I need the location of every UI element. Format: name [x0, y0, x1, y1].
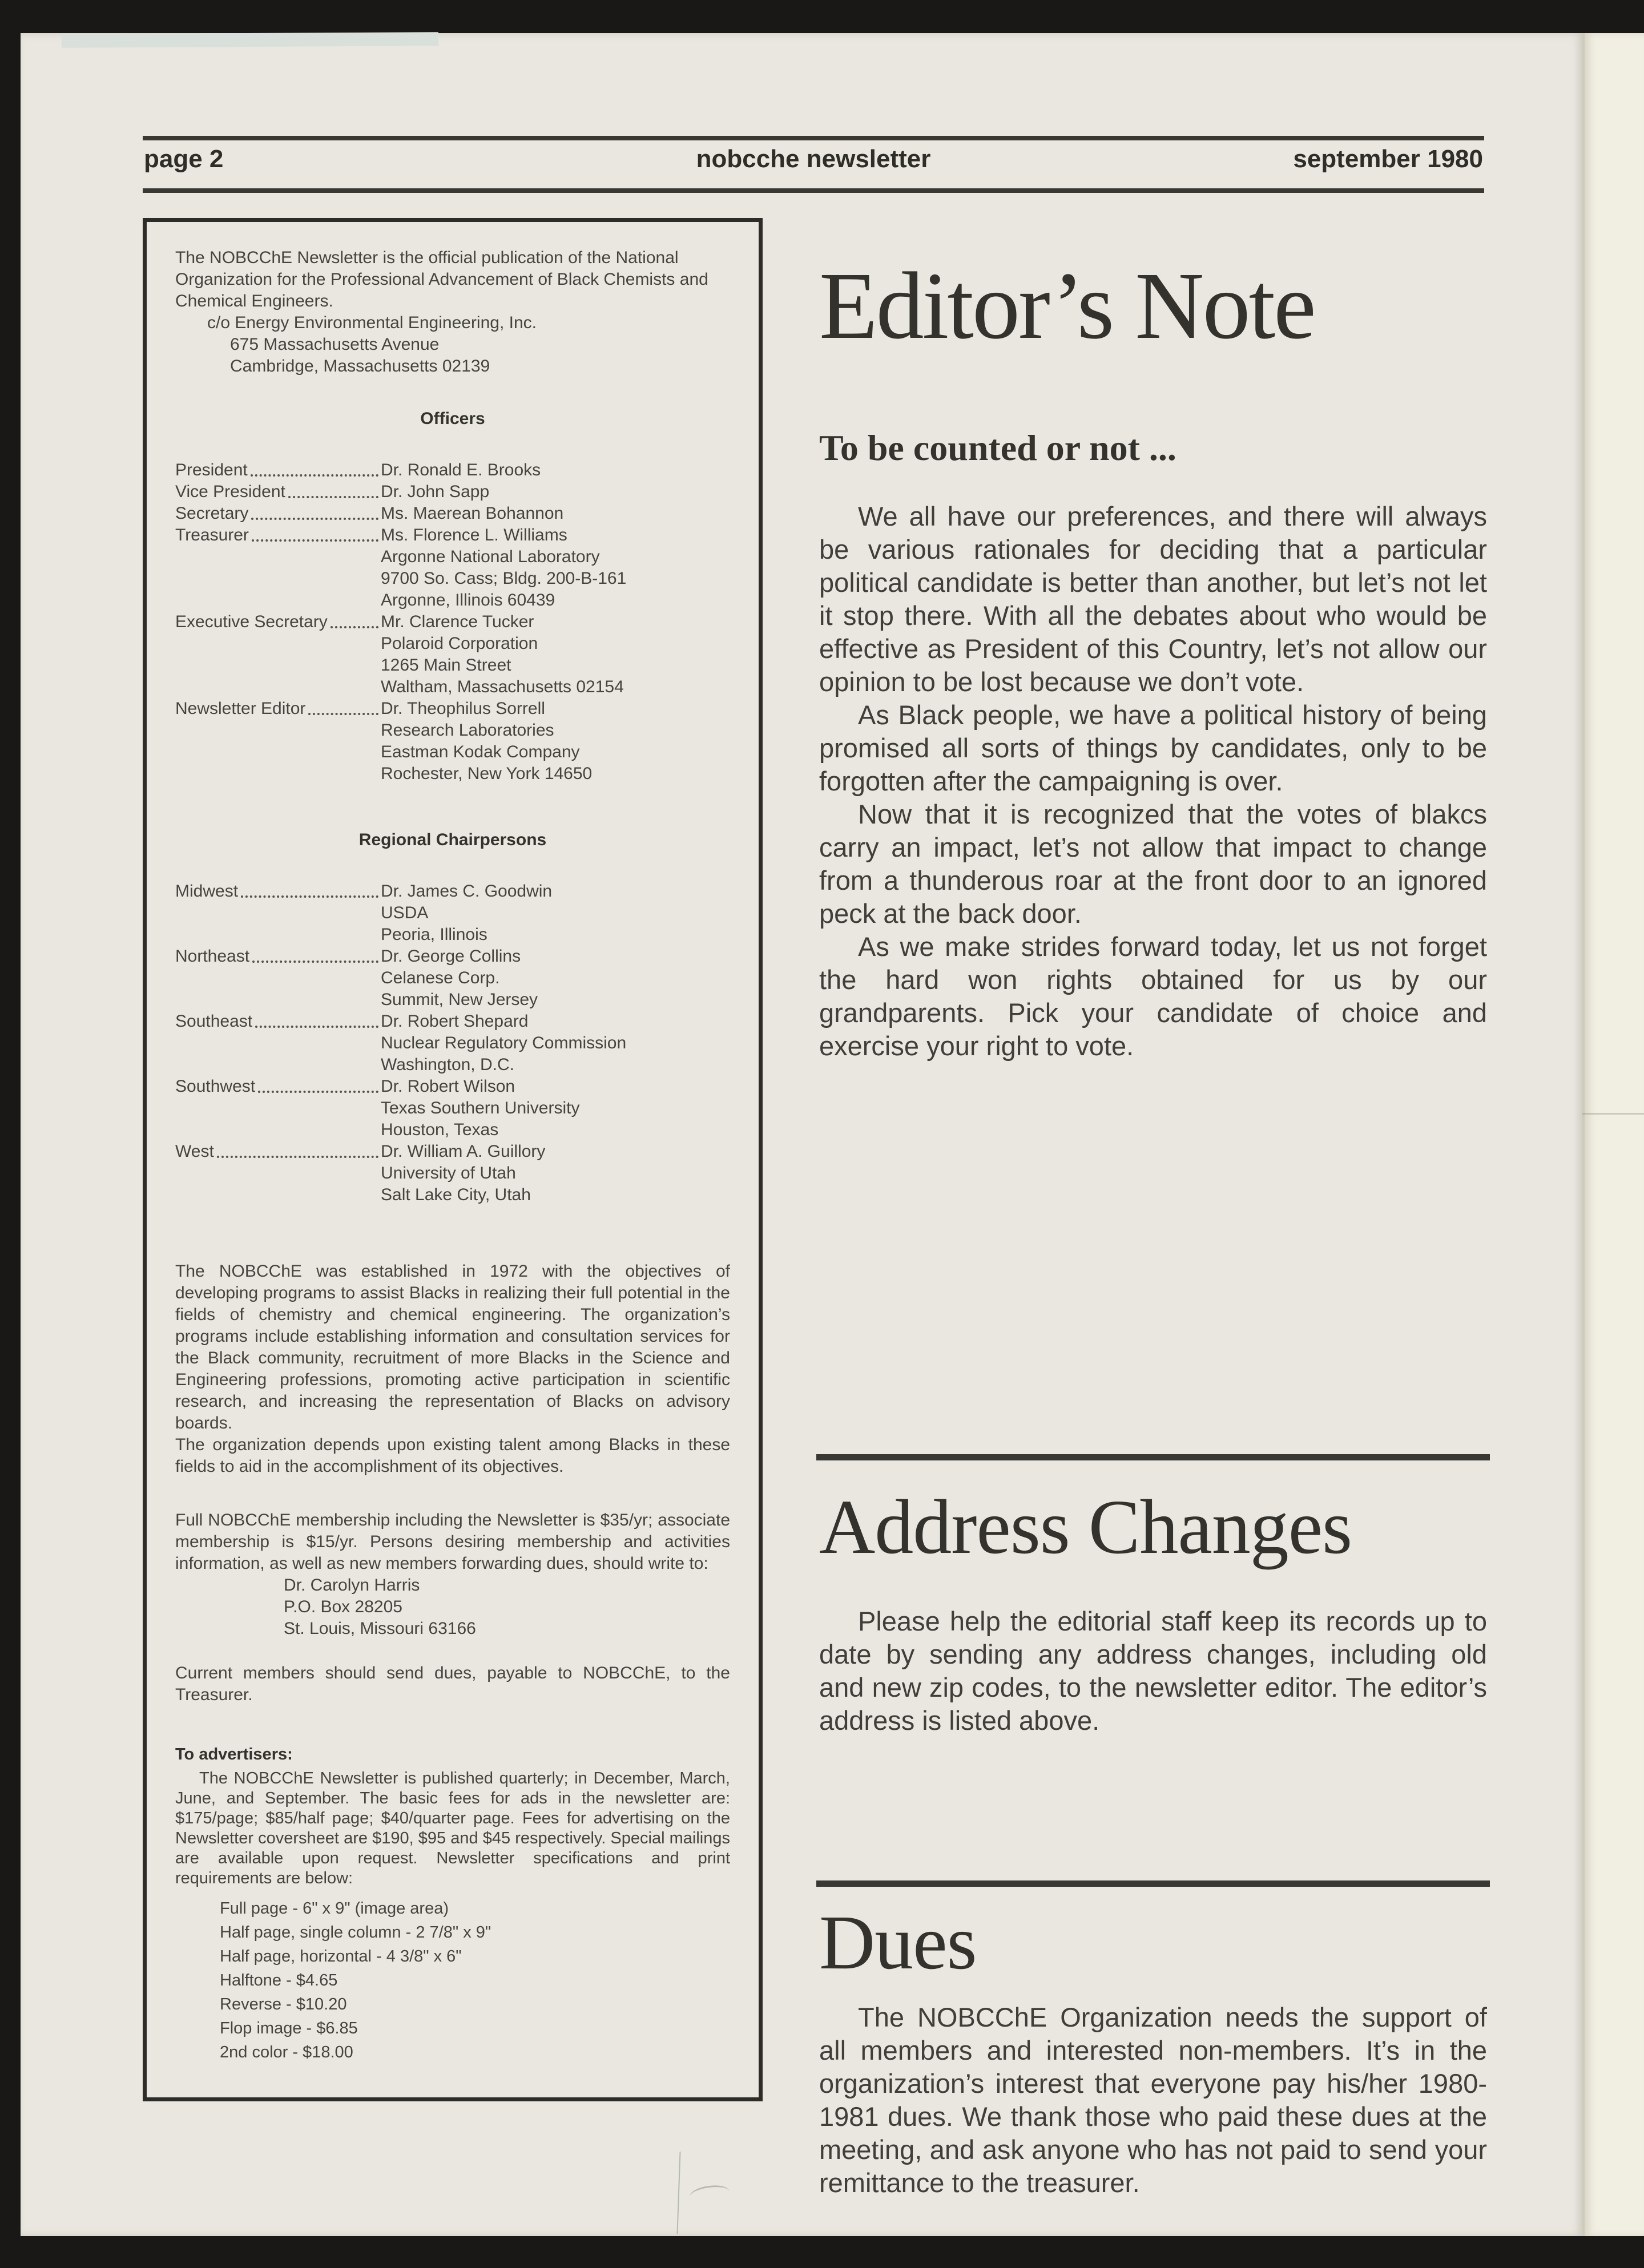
region-name: Southeast — [175, 1012, 253, 1031]
body-paragraph: Please help the editorial staff keep its records up to date by sending any address changes, including old and new zip codes, to the newsletter editor. The editor’s address is listed above. — [819, 1606, 1487, 1736]
regional-row — [175, 1141, 730, 1163]
officer-role: Treasurer — [175, 526, 249, 544]
chairperson-affiliation: Salt Lake City, Utah — [381, 1185, 531, 1204]
chairperson-affiliation: Nuclear Regulatory Commission — [381, 1034, 627, 1052]
header-rule-top — [143, 136, 1484, 140]
dot-leader — [288, 496, 378, 498]
ad-spec-item: 2nd color - $18.00 — [220, 2043, 353, 2061]
regional-row — [175, 1076, 730, 1097]
officer-name: Dr. Ronald E. Brooks — [381, 461, 541, 479]
officer-role: Newsletter Editor — [175, 699, 306, 718]
chairperson-name: Dr. George Collins — [381, 947, 521, 966]
region-name: Northeast — [175, 947, 250, 966]
dot-leader — [308, 713, 378, 715]
address-changes-body — [819, 1605, 1487, 1737]
dues-note: Current members should send dues, payable to NOBCChE, to the Treasurer. — [175, 1664, 730, 1704]
header-rule-bottom — [143, 188, 1484, 193]
officer-affiliation: 1265 Main Street — [381, 656, 511, 675]
about-organization-paragraph: The organization depends upon existing talent among Blacks in these fields to aid in the accomplishment of its objectives. — [175, 1435, 730, 1476]
membership-contact-line: Dr. Carolyn Harris — [284, 1576, 420, 1595]
officer-row — [175, 524, 730, 546]
officer-row — [175, 503, 730, 524]
officer-name: Ms. Maerean Bohannon — [381, 504, 564, 523]
section-rule — [816, 1880, 1490, 1887]
officer-affiliation: Eastman Kodak Company — [381, 742, 580, 761]
dot-leader — [252, 961, 378, 963]
adjacent-page-edge — [1582, 33, 1644, 2236]
editors-note-body — [819, 500, 1487, 1063]
membership-contact-line: P.O. Box 28205 — [284, 1597, 402, 1616]
officer-name: Dr. Theophilus Sorrell — [381, 699, 545, 718]
dot-leader — [252, 539, 378, 542]
newsletter-title: nobcche newsletter — [696, 145, 931, 173]
officer-affiliation: Polaroid Corporation — [381, 634, 538, 653]
chairperson-affiliation: Washington, D.C. — [381, 1055, 514, 1074]
chairperson-affiliation: Texas Southern University — [381, 1099, 580, 1117]
page-header — [143, 145, 1484, 183]
region-name: Southwest — [175, 1077, 256, 1096]
officer-affiliation: 9700 So. Cass; Bldg. 200-B-161 — [381, 569, 627, 588]
body-paragraph: As we make strides forward today, let us not forget the hard won rights obtained for us by our grandparents. Pick your candidate of choice and exercise your right to vote. — [819, 931, 1487, 1061]
chairperson-affiliation: Houston, Texas — [381, 1120, 499, 1139]
dues-headline: Dues — [819, 1900, 977, 1985]
ad-spec-item: Half page, single column - 2 7/8" x 9" — [220, 1923, 491, 1942]
body-paragraph: We all have our preferences, and there will always be various rationales for deciding that a particular political candidate is better than another, but let’s not let it stop there. With all the debates about who would be effective as President of this Country, let’s not allow our opinion to be lost because we don’t vote. — [819, 501, 1487, 697]
dot-leader — [331, 626, 378, 628]
officer-name: Mr. Clarence Tucker — [381, 612, 534, 631]
chairperson-affiliation: Peoria, Illinois — [381, 925, 487, 944]
membership-paragraph: Full NOBCChE membership including the Newsletter is $35/yr; associate membership is $15/yr. Persons desiring membership and activities information, as well as new members forwarding dues, should write to: — [175, 1511, 730, 1573]
masthead-address-line: 675 Massachusetts Avenue — [230, 335, 440, 354]
officer-role: Vice President — [175, 482, 285, 501]
officer-affiliation: Argonne National Laboratory — [381, 547, 600, 566]
masthead-care-of: c/o Energy Environmental Engineering, Inc. — [207, 313, 537, 332]
officer-affiliation: Rochester, New York 14650 — [381, 764, 593, 783]
chairperson-name: Dr. James C. Goodwin — [381, 882, 553, 901]
officer-row — [175, 481, 730, 503]
page-number: page 2 — [144, 145, 224, 173]
regional-heading: Regional Chairpersons — [358, 830, 547, 849]
officer-affiliation: Argonne, Illinois 60439 — [381, 591, 555, 610]
body-paragraph: Now that it is recognized that the votes of blakcs carry an impact, let’s not allow that impact to change from a thunderous roar at the front door to an ignored peck at the back door. — [819, 799, 1487, 929]
masthead-about: The NOBCChE Newsletter is the official publication of the National Organization for the Professional Advancement of Black Chemists and Chemical Engineers. — [175, 248, 708, 310]
ad-spec-item: Flop image - $6.85 — [220, 2019, 358, 2037]
ad-spec-item: Half page, horizontal - 4 3/8" x 6" — [220, 1947, 462, 1966]
regional-row — [175, 1011, 730, 1032]
dot-leader — [251, 518, 378, 520]
chairperson-affiliation: University of Utah — [381, 1164, 516, 1183]
body-paragraph: As Black people, we have a political history of being promised all sorts of things by candidates, only to be forgotten after the campaigning is over. — [819, 700, 1487, 796]
officer-affiliation: Waltham, Massachusetts 02154 — [381, 677, 624, 696]
dues-body — [819, 2001, 1487, 2200]
body-paragraph: The NOBCChE Organization needs the support of all members and interested non-members. It’s in the organization’s interest that everyone pay his/her 1980-1981 dues. We thank those who paid these dues at the meeting, and ask anyone who has not paid to send your remittance to the treasurer. — [819, 2002, 1487, 2198]
chairperson-affiliation: Celanese Corp. — [381, 968, 500, 987]
chairperson-name: Dr. Robert Shepard — [381, 1012, 529, 1031]
chairperson-affiliation: Summit, New Jersey — [381, 990, 538, 1009]
officer-name: Ms. Florence L. Williams — [381, 526, 567, 544]
dot-leader — [258, 1091, 378, 1093]
address-changes-headline: Address Changes — [819, 1484, 1352, 1570]
paper-tear-mark — [674, 2152, 736, 2234]
dot-leader — [251, 474, 378, 477]
regional-row — [175, 946, 730, 967]
dot-leader — [241, 895, 378, 898]
officer-row — [175, 611, 730, 633]
masthead-address-line: Cambridge, Massachusetts 02139 — [230, 357, 490, 376]
regional-row — [175, 881, 730, 902]
chairperson-name: Dr. Robert Wilson — [381, 1077, 515, 1096]
officers-heading: Officers — [420, 409, 485, 428]
region-name: Midwest — [175, 882, 239, 901]
issue-date: september 1980 — [1293, 145, 1483, 173]
advertisers-paragraph: The NOBCChE Newsletter is published quarterly; in December, March, June, and September. The basic fees for ads in the newsletter are: $175/page; $85/half page; $40/quarter page. Fees for advertising on the Newsletter coversheet are $190, $95 and $45 respectively. Special mailings are available upon request. Newsletter specifications and print requirements are below: — [175, 1769, 730, 1887]
chairperson-affiliation: USDA — [381, 903, 429, 922]
advertisers-heading: To advertisers: — [175, 1745, 293, 1763]
officer-role: Executive Secretary — [175, 612, 328, 631]
officer-row — [175, 459, 730, 481]
editors-note-headline: Editor’s Note — [819, 253, 1315, 359]
region-name: West — [175, 1142, 214, 1161]
masthead-box — [143, 218, 763, 2101]
dot-leader — [255, 1026, 378, 1028]
membership-contact-line: St. Louis, Missouri 63166 — [284, 1619, 476, 1638]
about-organization-paragraph: The NOBCChE was established in 1972 with the objectives of developing programs to assist Blacks in realizing their full potential in the fields of chemistry and chemical engineering. The organization’s programs include establishing information and consultation services for the Black community, recruitment of more Blacks in the Science and Engineering professions, promoting active participation in scientific research, and increasing the representation of Blacks on advisory boards. — [175, 1262, 730, 1432]
ad-spec-item: Halftone - $4.65 — [220, 1971, 338, 1989]
officer-name: Dr. John Sapp — [381, 482, 490, 501]
ad-spec-item: Full page - 6" x 9" (image area) — [220, 1899, 449, 1918]
officer-affiliation: Research Laboratories — [381, 721, 554, 740]
officer-role: Secretary — [175, 504, 249, 523]
editors-note-subhead: To be counted or not ... — [819, 427, 1176, 468]
dot-leader — [217, 1156, 378, 1158]
ad-spec-item: Reverse - $10.20 — [220, 1995, 347, 2013]
officer-role: President — [175, 461, 248, 479]
chairperson-name: Dr. William A. Guillory — [381, 1142, 546, 1161]
officer-row — [175, 698, 730, 720]
paper-crease-mark — [1582, 1113, 1644, 1115]
section-rule — [816, 1454, 1490, 1460]
underlying-page-sliver — [62, 32, 438, 47]
